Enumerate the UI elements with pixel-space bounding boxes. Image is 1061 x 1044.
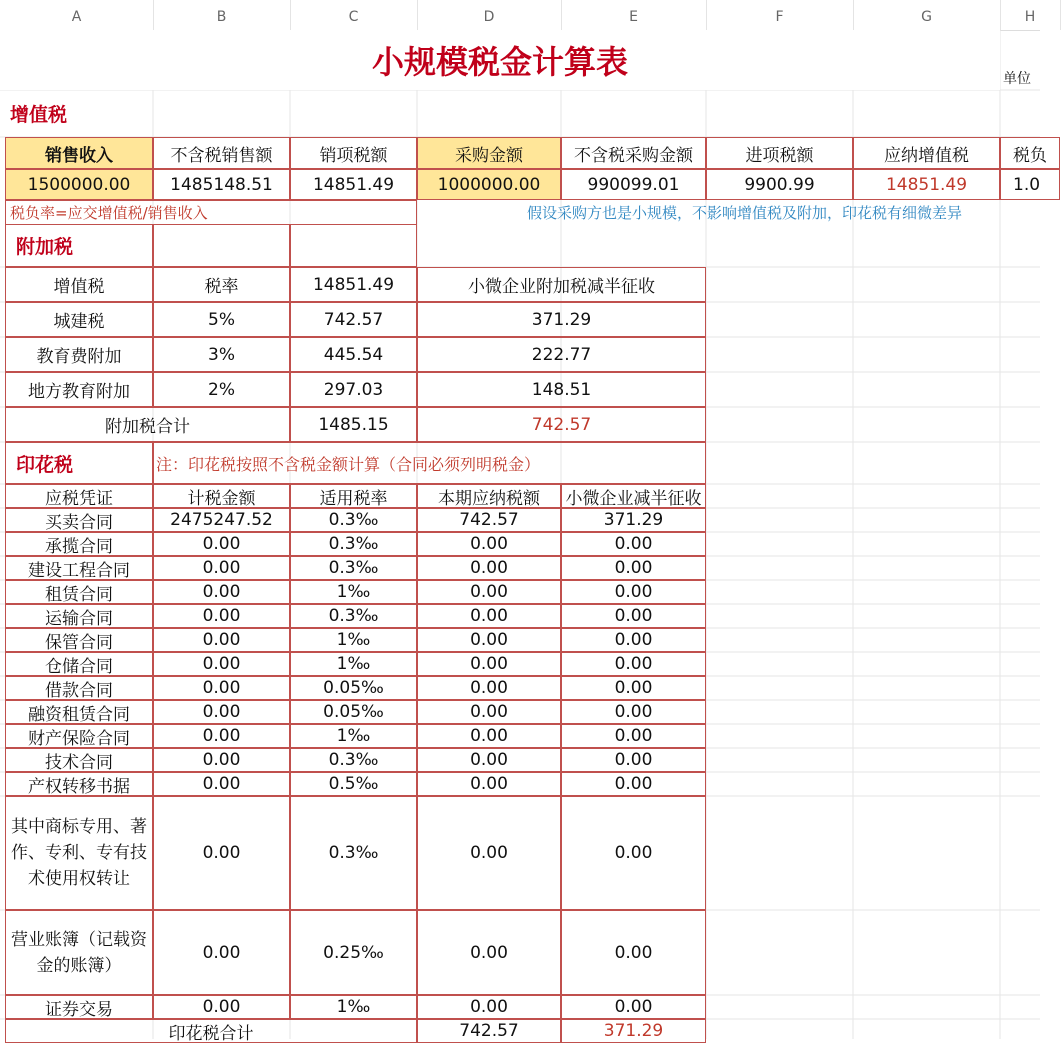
stamp-row-taxable-amount[interactable]: 0.00 [153,796,290,910]
stamp-row-tax-due[interactable]: 0.00 [417,580,561,604]
stamp-row-half[interactable]: 0.00 [561,700,706,724]
stamp-row-half[interactable]: 0.00 [561,772,706,796]
surtax-row-rate[interactable]: 5% [153,302,290,337]
stamp-row-half[interactable]: 0.00 [561,724,706,748]
stamp-row-tax-due[interactable]: 0.00 [417,652,561,676]
column-header-d[interactable]: D [417,0,562,30]
stamp-row-tax-due[interactable]: 0.00 [417,796,561,910]
stamp-row-tax-due[interactable]: 0.00 [417,676,561,700]
surtax-section-title[interactable]: 附加税 [5,225,153,267]
stamp-row-half[interactable]: 0.00 [561,995,706,1019]
stamp-row-rate[interactable]: 0.3‰ [290,604,417,628]
stamp-row-rate[interactable]: 1‰ [290,652,417,676]
surtax-total-label[interactable]: 附加税合计 [5,407,290,442]
stamp-row-rate[interactable]: 0.05‰ [290,676,417,700]
column-header-e[interactable]: E [561,0,707,30]
stamp-total-value[interactable]: 742.57 [417,1019,561,1043]
stamp-row-half[interactable]: 0.00 [561,748,706,772]
stamp-row-half[interactable]: 0.00 [561,910,706,995]
stamp-row-taxable-amount[interactable]: 0.00 [153,748,290,772]
stamp-row-tax-due[interactable]: 0.00 [417,910,561,995]
stamp-header-document[interactable]: 应税凭证 [5,484,153,508]
stamp-row-rate[interactable]: 0.3‰ [290,508,417,532]
vat-value-burden[interactable]: 1.0 [1000,169,1060,200]
surtax-row-name[interactable]: 教育费附加 [5,337,153,372]
stamp-row-tax-due[interactable]: 0.00 [417,532,561,556]
stamp-row-taxable-amount[interactable]: 0.00 [153,604,290,628]
surtax-total-half[interactable]: 742.57 [417,407,706,442]
surtax-row-name[interactable]: 城建税 [5,302,153,337]
surtax-header-rate[interactable]: 税率 [153,267,290,302]
stamp-row-half[interactable]: 0.00 [561,580,706,604]
stamp-row-rate[interactable]: 1‰ [290,724,417,748]
vat-header-purchase[interactable]: 采购金额 [417,137,561,169]
surtax-row-name[interactable]: 地方教育附加 [5,372,153,407]
stamp-row-taxable-amount[interactable]: 0.00 [153,724,290,748]
surtax-row-rate[interactable]: 3% [153,337,290,372]
stamp-row-document[interactable]: 买卖合同 [5,508,153,532]
vat-header-burden[interactable]: 税负 [1000,137,1060,169]
vat-value-sales[interactable]: 1500000.00 [5,169,153,200]
surtax-row-amount[interactable]: 445.54 [290,337,417,372]
stamp-total-half[interactable]: 371.29 [561,1019,706,1043]
vat-header-sales[interactable]: 销售收入 [5,137,153,169]
stamp-row-rate[interactable]: 0.3‰ [290,796,417,910]
surtax-title-filler-b [153,225,290,267]
vat-section-title[interactable]: 增值税 [10,104,68,126]
stamp-row-document[interactable]: 融资租赁合同 [5,700,153,724]
stamp-row-tax-due[interactable]: 742.57 [417,508,561,532]
surtax-row-amount[interactable]: 297.03 [290,372,417,407]
stamp-header-tax-due[interactable]: 本期应纳税额 [417,484,561,508]
stamp-note[interactable]: 注：印花税按照不含税金额计算（合同必须列明税金） [153,442,706,484]
stamp-row-half[interactable]: 0.00 [561,796,706,910]
stamp-row-rate[interactable]: 0.3‰ [290,748,417,772]
surtax-row-half[interactable]: 148.51 [417,372,706,407]
surtax-header-vat-amount[interactable]: 14851.49 [290,267,417,302]
stamp-row-tax-due[interactable]: 0.00 [417,628,561,652]
stamp-row-taxable-amount[interactable]: 0.00 [153,628,290,652]
column-header-c[interactable]: C [290,0,418,30]
surtax-total-value[interactable]: 1485.15 [290,407,417,442]
stamp-header-rate[interactable]: 适用税率 [290,484,417,508]
unit-label[interactable]: 单位 [1003,71,1031,87]
stamp-row-rate[interactable]: 1‰ [290,628,417,652]
stamp-row-taxable-amount[interactable]: 0.00 [153,532,290,556]
stamp-row-tax-due[interactable]: 0.00 [417,995,561,1019]
surtax-row-half[interactable]: 371.29 [417,302,706,337]
surtax-title-filler-c [290,225,417,267]
stamp-row-half[interactable]: 0.00 [561,676,706,700]
vat-header-output-tax[interactable]: 销项税额 [290,137,417,169]
stamp-row-document[interactable]: 财产保险合同 [5,724,153,748]
vat-value-input-tax[interactable]: 9900.99 [706,169,853,200]
stamp-row-tax-due[interactable]: 0.00 [417,748,561,772]
stamp-section-title[interactable]: 印花税 [5,442,153,484]
stamp-row-rate[interactable]: 0.3‰ [290,556,417,580]
vat-header-payable[interactable]: 应纳增值税 [853,137,1000,169]
vat-note-assumption[interactable]: 假设采购方也是小规模，不影响增值税及附加，印花税有细微差异 [527,204,963,222]
stamp-row-document[interactable]: 建设工程合同 [5,556,153,580]
stamp-row-rate[interactable]: 0.05‰ [290,700,417,724]
sheet-title[interactable]: 小规模税金计算表 [0,30,1000,90]
stamp-row-half[interactable]: 0.00 [561,628,706,652]
column-header-a[interactable]: A [0,0,154,30]
stamp-row-taxable-amount[interactable]: 2475247.52 [153,508,290,532]
stamp-row-document[interactable]: 营业账簿（记载资金的账簿） [5,910,153,995]
column-header-g[interactable]: G [853,0,1001,30]
surtax-row-rate[interactable]: 2% [153,372,290,407]
stamp-row-taxable-amount[interactable]: 0.00 [153,910,290,995]
stamp-row-document[interactable]: 产权转移书据 [5,772,153,796]
stamp-row-half[interactable]: 0.00 [561,604,706,628]
stamp-row-document[interactable]: 借款合同 [5,676,153,700]
stamp-row-taxable-amount[interactable]: 0.00 [153,772,290,796]
vat-header-input-tax[interactable]: 进项税额 [706,137,853,169]
vat-value-purchase[interactable]: 1000000.00 [417,169,561,200]
stamp-row-tax-due[interactable]: 0.00 [417,700,561,724]
stamp-row-tax-due[interactable]: 0.00 [417,604,561,628]
vat-value-net-sales[interactable]: 1485148.51 [153,169,290,200]
stamp-row-rate[interactable]: 0.25‰ [290,910,417,995]
surtax-row-amount[interactable]: 742.57 [290,302,417,337]
stamp-row-taxable-amount[interactable]: 0.00 [153,556,290,580]
stamp-header-taxable-amount[interactable]: 计税金额 [153,484,290,508]
vat-note-burden-formula[interactable]: 税负率=应交增值税/销售收入 [5,200,417,225]
vat-header-net-purchase[interactable]: 不含税采购金额 [561,137,706,169]
stamp-row-taxable-amount[interactable]: 0.00 [153,700,290,724]
stamp-row-document[interactable]: 技术合同 [5,748,153,772]
stamp-row-half[interactable]: 0.00 [561,556,706,580]
stamp-row-taxable-amount[interactable]: 0.00 [153,995,290,1019]
stamp-header-half-reduction[interactable]: 小微企业减半征收 [561,484,706,508]
stamp-row-tax-due[interactable]: 0.00 [417,772,561,796]
stamp-row-half[interactable]: 371.29 [561,508,706,532]
stamp-row-half[interactable]: 0.00 [561,652,706,676]
stamp-row-document[interactable]: 承揽合同 [5,532,153,556]
vat-header-net-sales[interactable]: 不含税销售额 [153,137,290,169]
vat-value-net-purchase[interactable]: 990099.01 [561,169,706,200]
stamp-row-document[interactable]: 仓储合同 [5,652,153,676]
stamp-row-tax-due[interactable]: 0.00 [417,556,561,580]
stamp-row-rate[interactable]: 0.5‰ [290,772,417,796]
column-header-bar [0,0,1040,31]
column-header-b[interactable]: B [153,0,291,30]
stamp-row-tax-due[interactable]: 0.00 [417,724,561,748]
column-header-h[interactable]: H [1000,0,1061,30]
stamp-row-rate[interactable]: 0.3‰ [290,532,417,556]
vat-value-output-tax[interactable]: 14851.49 [290,169,417,200]
stamp-row-document[interactable]: 租赁合同 [5,580,153,604]
stamp-row-half[interactable]: 0.00 [561,532,706,556]
stamp-row-document[interactable]: 保管合同 [5,628,153,652]
stamp-row-rate[interactable]: 1‰ [290,580,417,604]
surtax-header-half-reduction[interactable]: 小微企业附加税减半征收 [417,267,706,302]
stamp-total-label[interactable]: 印花税合计 [5,1019,417,1043]
stamp-row-rate[interactable]: 1‰ [290,995,417,1019]
surtax-header-vat[interactable]: 增值税 [5,267,153,302]
stamp-row-taxable-amount[interactable]: 0.00 [153,580,290,604]
surtax-row-half[interactable]: 222.77 [417,337,706,372]
stamp-row-taxable-amount[interactable]: 0.00 [153,676,290,700]
stamp-row-document[interactable]: 证券交易 [5,995,153,1019]
vat-value-payable[interactable]: 14851.49 [853,169,1000,200]
stamp-row-document[interactable]: 运输合同 [5,604,153,628]
stamp-row-taxable-amount[interactable]: 0.00 [153,652,290,676]
column-header-f[interactable]: F [706,0,854,30]
stamp-row-document[interactable]: 其中商标专用、著作、专利、专有技术使用权转让 [5,796,153,910]
